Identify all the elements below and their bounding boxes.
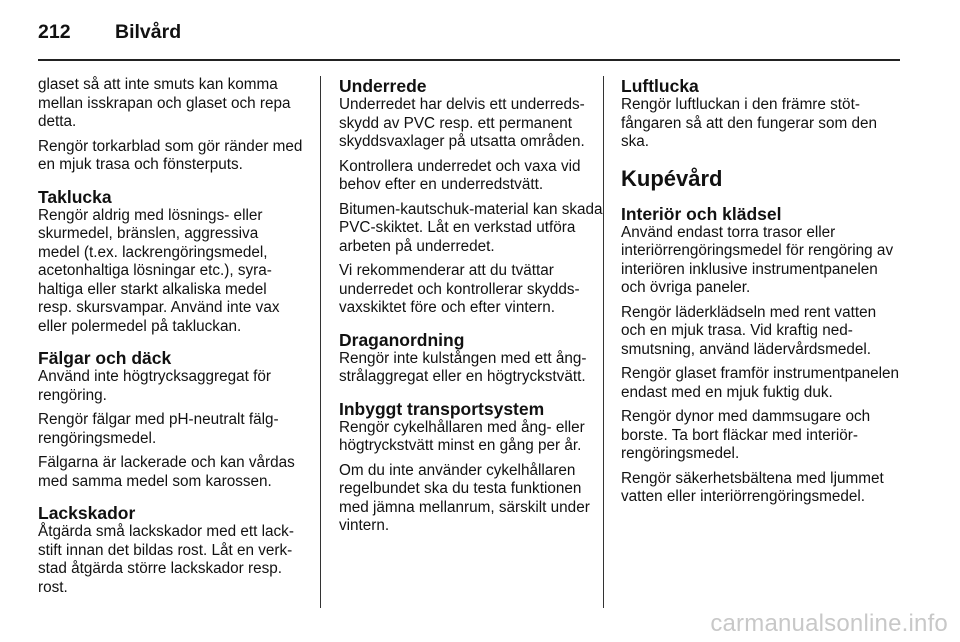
heading-falgar-och-dack: Fälgar och däck: [38, 348, 172, 368]
column-divider: [320, 76, 321, 608]
heading-luftlucka: Luftlucka: [621, 76, 699, 96]
paragraph: Om du inte använder cykelhållaren regelbundet ska du testa funktionen med jämna mellanrum, särskilt under vintern.: [339, 461, 590, 534]
paragraph: Rengör inte kulstången med ett ångstrålaggregat eller en högtryckstvätt.: [339, 349, 587, 385]
heading-draganordning: Draganordning: [339, 329, 465, 350]
paragraph: Rengör dynor med dammsugare och borste. Ta bort fläckar med interiörrengöringsmedel.: [621, 408, 871, 462]
paragraph: Rengör läderklädseln med rent vatten och en mjuk trasa. Vid kraftig nedsmutsning, använd lädervårdsmedel.: [621, 303, 877, 358]
column-2: [339, 76, 605, 542]
paragraph: Bitumen-kautschuk-material kan skada PVC-skiktet. Låt en verkstad utföra arbeten på underredet.: [339, 200, 603, 255]
column-divider: [603, 76, 604, 608]
paragraph: Vi rekommenderar att du tvättar underredet och kontrollerar skyddsvaxskiktet före och efter vintern.: [339, 262, 580, 316]
watermark-text: carmanualsonline.info: [710, 610, 948, 637]
section-title: Bilvård: [115, 21, 182, 43]
paragraph: Rengör cykelhållaren med ång- eller högtryckstvätt minst en gång per år.: [339, 418, 585, 454]
heading-underrede: Underrede: [339, 76, 427, 96]
paragraph: Rengör fälgar med pH-neutralt fälgrengöringsmedel.: [38, 411, 279, 447]
paragraph: glaset så att inte smuts kan komma mellan isskrapan och glaset och repa detta.: [38, 76, 291, 130]
column-3: [621, 76, 903, 513]
header-rule: [38, 59, 900, 61]
paragraph: Rengör luftluckan i den främre stötfångaren så att den fungerar som den ska.: [621, 96, 877, 150]
paragraph: Åtgärda små lackskador med ett lackstift innan det bildas rost. Låt en verkstad åtgärda större lackskador resp. rost.: [38, 523, 294, 596]
heading-kupevard: Kupévård: [621, 165, 723, 191]
heading-lackskador: Lackskador: [38, 503, 136, 523]
paragraph: Kontrollera underredet och vaxa vid behov efter en underredstvätt.: [339, 157, 581, 193]
paragraph: Rengör säkerhetsbältena med ljummet vatten eller interiörrengöringsmedel.: [621, 469, 884, 505]
column-1: [38, 76, 304, 603]
paragraph: Underredet har delvis ett underredsskydd av PVC resp. ett permanent skyddsvaxlager på utsatta områden.: [339, 96, 585, 150]
paragraph: Fälgarna är lackerade och kan vårdas med samma medel som karossen.: [38, 454, 295, 490]
page-number: 212: [38, 21, 71, 43]
paragraph: Använd inte högtrycksaggregat för rengöring.: [38, 368, 271, 404]
heading-interior-och-kladsel: Interiör och klädsel: [621, 203, 782, 224]
paragraph: Använd endast torra trasor eller interiörrengöringsmedel för rengöring av interiören inklusive instrumentpanelen och övriga paneler.: [621, 223, 894, 296]
paragraph: Rengör torkarblad som gör ränder med en mjuk trasa och fönsterputs.: [38, 137, 303, 173]
paragraph: Rengör aldrig med lösnings- eller skurmedel, bränslen, aggressiva medel (t.ex. lackrengöringsmedel, acetonhaltiga lösningar etc.), syrahaltiga eller starkt alkaliska medel resp. skursvampar. Använd inte vax eller polermedel på takluckan.: [38, 206, 280, 335]
paragraph: Rengör glaset framför instrumentpanelen endast med en mjuk fuktig duk.: [621, 365, 900, 401]
heading-taklucka: Taklucka: [38, 186, 112, 207]
heading-inbyggt-transportsystem: Inbyggt transportsystem: [339, 398, 545, 419]
